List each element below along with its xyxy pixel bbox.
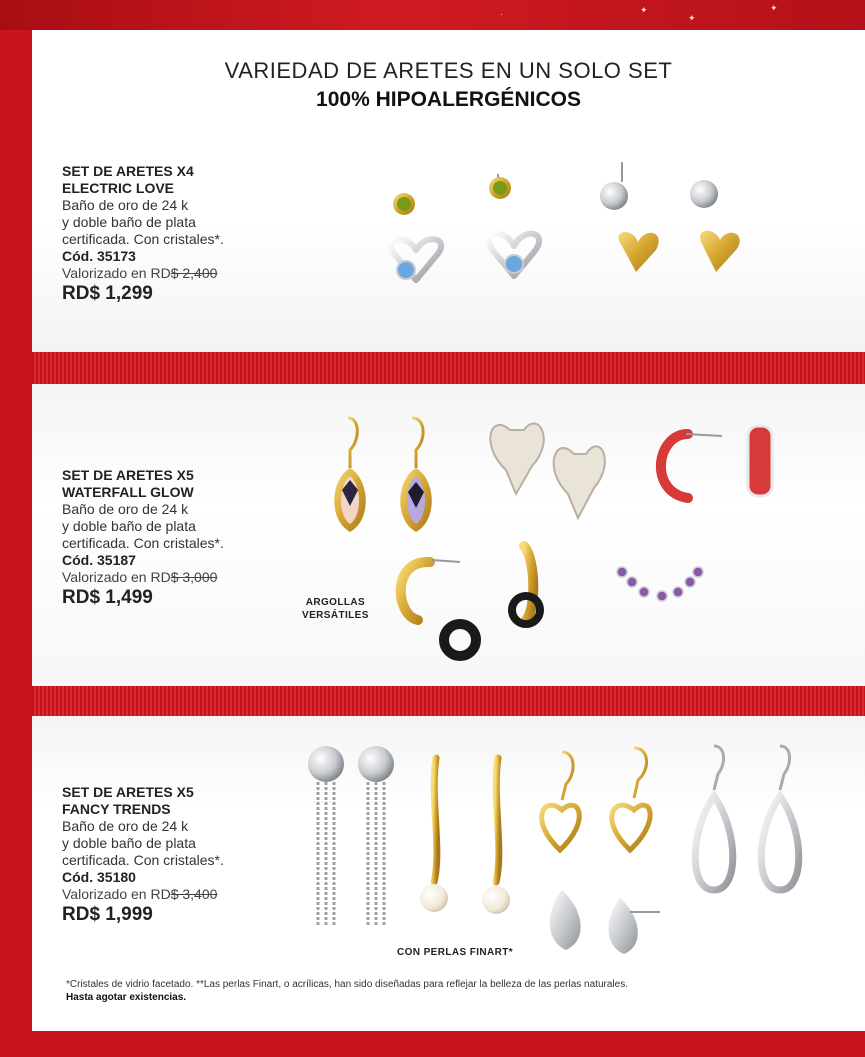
divider-stripe <box>32 686 865 716</box>
product-title: SET DE ARETES X4 <box>62 163 194 179</box>
product-desc: Baño de oro de 24 k <box>62 501 189 517</box>
sparkle-icon: ✦ <box>770 3 778 13</box>
product-desc: Baño de oro de 24 k <box>62 818 189 834</box>
product-code: Cód. 35173 <box>62 248 136 264</box>
fancy-trends-earrings-image <box>300 740 820 970</box>
product-desc: certificada. Con cristales*. <box>62 231 224 247</box>
product-valued: Valorizado en RD$ 3,000 <box>62 569 218 585</box>
sparkle-icon: · <box>500 9 503 19</box>
footnote <box>66 978 826 1004</box>
sparkle-icon: ✦ <box>640 5 648 15</box>
product-valued: Valorizado en RD$ 3,400 <box>62 886 218 902</box>
product-name: ELECTRIC LOVE <box>62 180 175 196</box>
perlas-label: CON PERLAS FINART* <box>397 947 514 958</box>
product-title: SET DE ARETES X5 <box>62 784 194 800</box>
product-price: RD$ 1,499 <box>62 587 153 608</box>
product-valued: Valorizado en RD$ 2,400 <box>62 265 218 281</box>
product-info-3 <box>62 784 224 923</box>
product-code: Cód. 35187 <box>62 552 136 568</box>
product-price: RD$ 1,299 <box>62 283 153 304</box>
footnote-stock: Hasta agotar existencias. <box>66 992 187 1003</box>
old-price: $ 2,400 <box>170 265 218 281</box>
electric-love-earrings-image <box>360 160 760 310</box>
product-desc: certificada. Con cristales*. <box>62 852 224 868</box>
header-title: 100% HIPOALERGÉNICOS <box>316 88 581 111</box>
product-name: WATERFALL GLOW <box>62 484 194 500</box>
footnote-text: *Cristales de vidrio facetado. **Las perlas Finart, o acrílicas, han sido diseñadas para reflejar la belleza de las perlas naturales. <box>66 979 628 990</box>
sparkle-icon: ✦ <box>688 13 696 23</box>
waterfall-glow-earrings-image <box>320 410 840 670</box>
product-price: RD$ 1,999 <box>62 904 153 925</box>
product-code: Cód. 35180 <box>62 869 136 885</box>
product-title: SET DE ARETES X5 <box>62 467 194 483</box>
top-border <box>0 0 865 30</box>
product-desc: y doble baño de plata <box>62 518 196 534</box>
divider-stripe <box>32 352 865 384</box>
old-price: $ 3,400 <box>170 886 218 902</box>
old-price: $ 3,000 <box>170 569 218 585</box>
product-desc: certificada. Con cristales*. <box>62 535 224 551</box>
product-name: FANCY TRENDS <box>62 801 171 817</box>
product-info-1 <box>62 163 224 302</box>
argollas-label: ARGOLLAS VERSÁTILES <box>302 597 369 621</box>
product-desc: y doble baño de plata <box>62 214 196 230</box>
product-info-2 <box>62 467 224 606</box>
header-subtitle: VARIEDAD DE ARETES EN UN SOLO SET <box>224 58 673 83</box>
page-header <box>32 58 865 112</box>
product-desc: Baño de oro de 24 k <box>62 197 189 213</box>
product-desc: y doble baño de plata <box>62 835 196 851</box>
